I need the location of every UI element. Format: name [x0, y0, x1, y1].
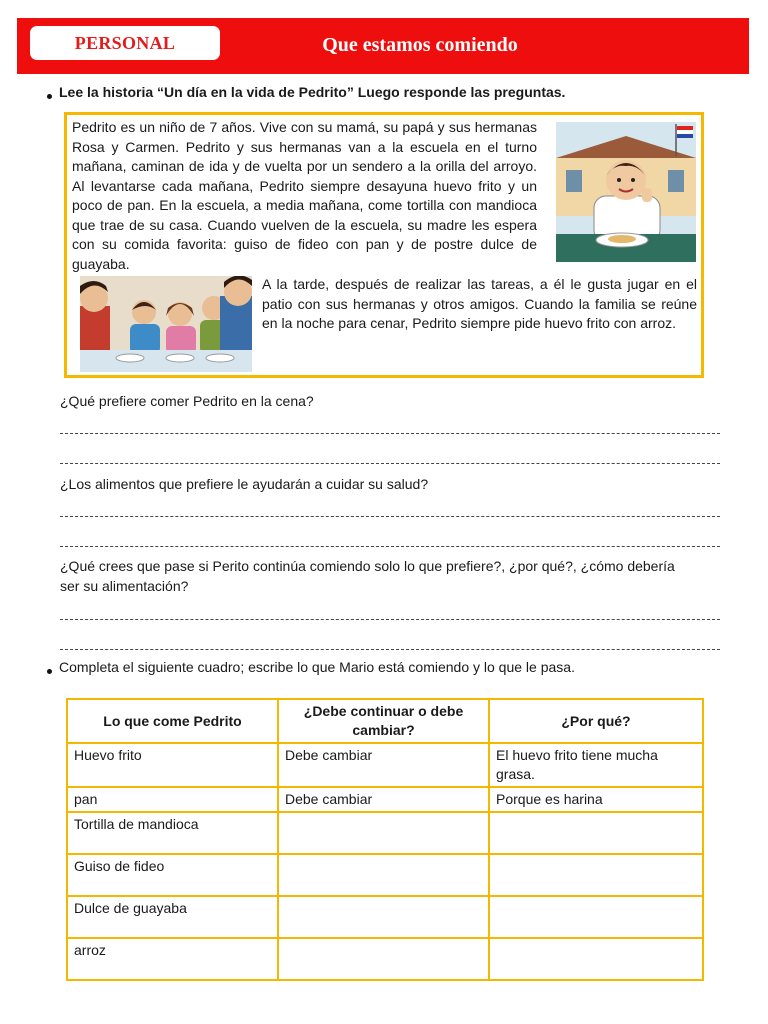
answer-line [60, 516, 720, 517]
table-cell: Debe cambiar [278, 743, 489, 787]
story-paragraph-1: Pedrito es un niño de 7 años. Vive con su mamá, su papá y sus hermanas Rosa y Carmen. Pedrito y sus hermanas van a la escuela en el turno mañana, caminan de ida y de vuelta por un sendero a la orilla del arroyo. Al levantarse cada mañana, Pedrito siempre desayuna huevo frito y un poco de pan. En la escuela, a media mañana, come tortilla con mandioca que trae de su casa. Cuando vuelven de la escuela, su madre les espera con su comida favorita: guiso de fideo con pan y de postre dulce de guayaba. [72, 119, 537, 272]
table-cell: Debe cambiar [278, 787, 489, 812]
answer-line [60, 463, 720, 464]
table-row [67, 854, 703, 896]
table-cell: Porque es harina [489, 787, 703, 812]
table-cell: arroz [67, 938, 278, 980]
bullet-dot [47, 94, 52, 99]
table-cell[interactable] [489, 896, 703, 938]
answer-line [60, 619, 720, 620]
table-header-row [67, 699, 703, 743]
table-cell[interactable] [278, 896, 489, 938]
question-2: ¿Los alimentos que prefiere le ayudarán a cuidar su salud? [60, 476, 429, 492]
table-row [67, 938, 703, 980]
boy-eating-illustration [556, 122, 696, 262]
instruction-complete-table: Completa el siguiente cuadro; escribe lo que Mario está comiendo y lo que le pasa. [59, 659, 575, 675]
question-1: ¿Qué prefiere comer Pedrito en la cena? [60, 393, 314, 409]
table-cell: Huevo frito [67, 743, 278, 787]
story-paragraph-2: A la tarde, después de realizar las tareas, a él le gusta jugar en el patio con sus hermanas y otros amigos. Cuando la familia se reúne en la noche para cenar, Pedrito siempre pide huevo frito con arroz. [262, 276, 697, 331]
personal-badge [30, 26, 220, 60]
table-cell: Dulce de guayaba [67, 896, 278, 938]
table-cell: pan [67, 787, 278, 812]
table-cell: Tortilla de mandioca [67, 812, 278, 854]
table-row [67, 812, 703, 854]
instruction-read-story: Lee la historia “Un día en la vida de Pedrito” Luego responde las preguntas. [59, 84, 566, 100]
badge-label: PERSONAL [74, 32, 176, 53]
table-header-cell: ¿Debe continuar o debe cambiar? [278, 699, 489, 743]
bullet-dot [47, 669, 52, 674]
table-row [67, 743, 703, 787]
table-cell[interactable] [278, 938, 489, 980]
table-row [67, 896, 703, 938]
family-dinner-illustration [80, 276, 252, 372]
food-table [66, 698, 704, 981]
table-cell[interactable] [489, 938, 703, 980]
table-cell[interactable] [278, 854, 489, 896]
table-cell[interactable] [489, 854, 703, 896]
question-3: ¿Qué crees que pase si Perito continúa comiendo solo lo que prefiere?, ¿por qué?, ¿cómo debería ser su alimentación? [60, 558, 675, 594]
answer-line [60, 649, 720, 650]
table-cell[interactable] [489, 812, 703, 854]
page-title: Que estamos comiendo [322, 34, 518, 56]
answer-line [60, 546, 720, 547]
table-cell[interactable] [278, 812, 489, 854]
table-header-cell: Lo que come Pedrito [67, 699, 278, 743]
table-cell: El huevo frito tiene mucha grasa. [489, 743, 703, 787]
table-header-cell: ¿Por qué? [489, 699, 703, 743]
table-cell: Guiso de fideo [67, 854, 278, 896]
answer-line [60, 433, 720, 434]
table-row [67, 787, 703, 812]
